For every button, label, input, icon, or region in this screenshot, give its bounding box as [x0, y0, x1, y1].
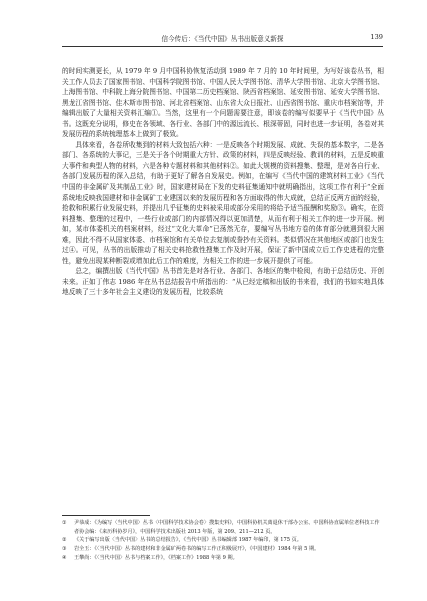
footnote-text: 王攀尚：《〈当代中国〉丛书与档案工作》，《档案工作》1988 年第 9 期。: [74, 554, 238, 561]
footnote-text: 尹恭成：《为编写〈当代中国〉丛书〈中国科学技术协会卷〉搜集史料》，中国科协机关离退休干部办公室、中国科协直属单位老科技工作者协会编：《来历科协岁月》，中国科学技术出版社 2013 年版，第 209、211—212 页。: [74, 520, 380, 535]
footnote-mark: ②: [62, 537, 67, 544]
footnote-divider: [62, 515, 150, 516]
body-text: [62, 66, 384, 298]
footnote: [62, 545, 384, 554]
paragraph: 总之，编撰出版《当代中国》丛书首先是对各行业、各部门、各地区的集中检阅，有助于总结历史、开创未来。正如丁伟志 1986 年在丛书总结报告中所指出的：“从已经定稿和出版的书来看，我们的书如实地具体地反映了三十多年社会主义建设的发展历程，比较系统: [62, 267, 384, 297]
footnote: [62, 554, 384, 563]
footnote-text: 《关于编写出版〈当代中国〉丛书的总结报告》，《当代中国》丛书编辑部 1987 年编印，第 175 页。: [74, 537, 302, 544]
running-header: [62, 33, 383, 47]
page-number: 139: [370, 33, 383, 41]
paragraph: 具体来看，各卷所收集到的材料大致包括六种：一是反映各个时期发展、成就、失误的基本数字，二是各部门、各系统的大事记，三是关于各个时期重大方针、政策的材料，四是反映经验、教训的材料，五是反映重大事件和典型人物的材料，六是各种专题材料和其他材料②。如此大规模的资料搜集、整理，是对各自行业、各部门发展历程的深入总结，有助于更好了解各自发展史。例如，在编写《当代中国的建筑材料工业》《当代中国的非金属矿及其制品工业》时，国家建材局在下发的史料征集通知中就明确指出，这项工作有利于“全面系统地反映我国建材和非金属矿工业建国以来的发展历程和各方面取得的伟大成就，总结正反两方面的经验，抢救和积累行业发展史料，并提出几乎征集的史料被采用或部分采用的将给予适当报酬和奖励③。确实，在资料搜集、整理的过程中，一些行业或部门的内部情况得以更加清楚，从而有利于相关工作的进一步开展。例如，某市体委机关的档案材料，经过“文化大革命”已荡然无存，要编写丛书地方卷的体育部分就遇到很大困难，因此不得不从国家体委、市档案馆和有关单位去复制或誊抄有关资料。类似情况在其他地区或部门也发生过④。可见，丛书的出版推动了相关史料抢救性搜集工作及时开展，保证了新中国成立后工作史进程的完整性，避免出现某种断裂或增加此后工作的难度，为相关工作的进一步展开提供了可能。: [62, 140, 384, 265]
paragraph: 的时间实测更长，从 1979 年 9 月中国科协恢复活动到 1989 年 7 月的 10 年时间里，为写好该卷丛书，相关工作人员去了国家图书馆、中国科学院图书馆、中国人民大学图书馆、清华大学图书馆、北京大学图书馆、上海图书馆、中科院上海分院图书馆、中国第二历史档案馆、陕西省档案馆、延安图书馆、延安大学图书馆、黑龙江省图书馆、佳木斯市图书馆、河北省档案馆、山东省大众日报社、山西省图书馆、重庆市档案馆等，并编辑出版了大量相关资料汇编①。当然，这里有一个问题需要注意，即该卷的编写似要早于《当代中国》丛书。这既充分说明，修史在各领域、各行业、各部门中的源远流长、根深蒂固，同时也进一步证明，各卷对其发展历程的系统梳理基本上做到了极致。: [62, 67, 384, 139]
footnote-mark: ①: [62, 520, 67, 526]
footnote-mark: ④: [62, 554, 67, 561]
footnote: [62, 536, 384, 545]
running-title: 信今传后：《当代中国》丛书出版意义新探: [161, 35, 284, 43]
footnote: [62, 519, 384, 536]
footnote-text: 岩全玉：《〈当代中国〉丛书的建材和非金属矿两卷书的编写工作正积极展开》，《中国建材》1984 年第 5 期。: [74, 546, 320, 553]
footnote-mark: ③: [62, 546, 67, 553]
footnotes: [62, 519, 384, 563]
